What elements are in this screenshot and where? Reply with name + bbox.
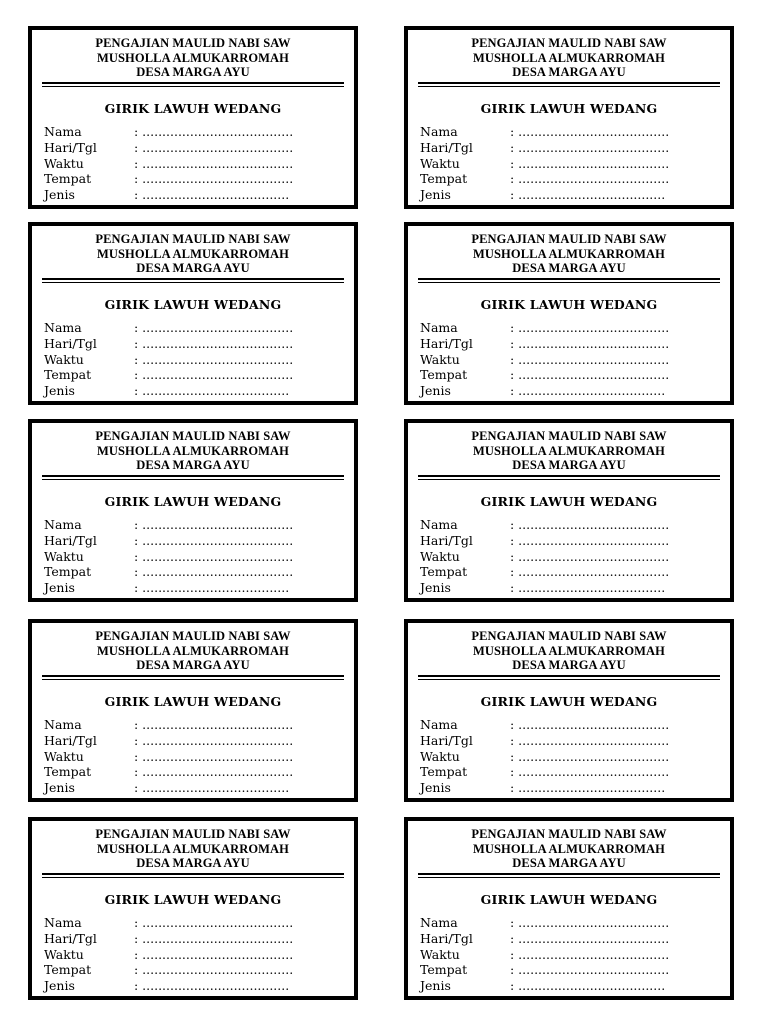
- field-label: Tempat: [420, 764, 468, 780]
- field-tempat: [420, 564, 720, 580]
- field-label: Nama: [44, 915, 82, 930]
- header-divider-thin: [418, 86, 720, 87]
- field-nama: [44, 320, 344, 336]
- field-blank: : ......................................: [134, 171, 294, 187]
- field-jenis: [44, 383, 344, 399]
- field-jenis: [420, 187, 720, 203]
- field-jenis: [420, 383, 720, 399]
- field-label: Jenis: [44, 187, 75, 203]
- field-blank: : ......................................: [134, 930, 294, 946]
- field-nama: [44, 517, 344, 533]
- field-blank: : ......................................: [134, 717, 294, 732]
- field-nama: [420, 717, 720, 733]
- field-nama: [420, 124, 720, 140]
- field-waktu: [420, 352, 720, 368]
- field-blank: : ......................................: [134, 517, 294, 532]
- ticket-title: GIRIK LAWUH WEDANG: [480, 892, 658, 907]
- header-line-village: DESA MARGA AYU: [512, 458, 626, 472]
- header-divider-thin: [42, 86, 344, 87]
- field-blank: : ......................................: [134, 367, 294, 383]
- ticket-card: [28, 419, 358, 602]
- field-label: Jenis: [420, 780, 451, 796]
- header-divider-thin: [42, 479, 344, 480]
- field-jenis: [420, 780, 720, 796]
- field-label: Nama: [420, 320, 458, 335]
- field-label: Tempat: [420, 962, 468, 978]
- field-label: Waktu: [420, 748, 460, 764]
- field-tempat: [44, 367, 344, 383]
- field-blank: : .....................................: [134, 187, 290, 203]
- field-blank: : .....................................: [510, 383, 666, 399]
- header-line-event: PENGAJIAN MAULID NABI SAW: [471, 827, 667, 841]
- field-label: Jenis: [44, 780, 75, 796]
- header-line-musholla: MUSHOLLA ALMUKARROMAH: [96, 50, 290, 65]
- ticket-header: [408, 30, 730, 80]
- header-line-event: PENGAJIAN MAULID NABI SAW: [95, 429, 291, 443]
- field-blank: : ......................................: [510, 930, 670, 946]
- field-label: Jenis: [420, 187, 451, 203]
- field-nama: [44, 124, 344, 140]
- header-line-village: DESA MARGA AYU: [512, 261, 626, 275]
- field-label: Jenis: [44, 978, 75, 994]
- ticket-title: GIRIK LAWUH WEDANG: [480, 694, 658, 709]
- field-label: Hari/Tgl: [44, 139, 97, 155]
- field-label: Nama: [420, 717, 458, 732]
- header-divider-thick: [418, 82, 720, 84]
- ticket-fields: [420, 915, 720, 994]
- field-nama: [44, 717, 344, 733]
- header-line-village: DESA MARGA AYU: [136, 261, 250, 275]
- ticket-header: [32, 30, 354, 80]
- header-divider-thick: [418, 873, 720, 875]
- ticket-fields: [44, 517, 344, 596]
- header-line-event: PENGAJIAN MAULID NABI SAW: [471, 232, 667, 246]
- ticket-card: [28, 817, 358, 1000]
- field-tempat: [420, 962, 720, 978]
- field-label: Jenis: [420, 383, 451, 399]
- ticket-fields: [44, 320, 344, 399]
- field-nama: [420, 320, 720, 336]
- field-blank: : ......................................: [134, 532, 294, 548]
- field-label: Waktu: [420, 946, 460, 962]
- header-divider-thin: [42, 877, 344, 878]
- field-label: Nama: [420, 124, 458, 139]
- field-label: Nama: [44, 517, 82, 532]
- ticket-card: [404, 619, 734, 802]
- field-label: Waktu: [44, 946, 84, 962]
- header-divider-thick: [42, 475, 344, 477]
- field-blank: : ......................................: [134, 564, 294, 580]
- field-label: Hari/Tgl: [420, 139, 473, 155]
- header-line-event: PENGAJIAN MAULID NABI SAW: [95, 232, 291, 246]
- field-blank: : ......................................: [510, 564, 670, 580]
- field-blank: : .....................................: [134, 978, 290, 994]
- field-tempat: [420, 171, 720, 187]
- field-label: Waktu: [44, 351, 84, 367]
- field-blank: : ......................................: [510, 335, 670, 351]
- field-waktu: [420, 549, 720, 565]
- field-blank: : ......................................: [134, 946, 294, 962]
- field-label: Hari/Tgl: [44, 532, 97, 548]
- field-tempat: [44, 764, 344, 780]
- ticket-fields: [420, 717, 720, 796]
- field-label: Hari/Tgl: [420, 930, 473, 946]
- field-waktu: [44, 549, 344, 565]
- field-blank: : ......................................: [510, 139, 670, 155]
- field-label: Jenis: [44, 580, 75, 596]
- header-divider-thick: [42, 675, 344, 677]
- field-label: Tempat: [44, 764, 92, 780]
- field-hari-tgl: [420, 140, 720, 156]
- ticket-header: [32, 623, 354, 673]
- ticket-header: [408, 623, 730, 673]
- ticket-title: GIRIK LAWUH WEDANG: [480, 494, 658, 509]
- field-blank: : ......................................: [510, 946, 670, 962]
- header-line-musholla: MUSHOLLA ALMUKARROMAH: [472, 50, 666, 65]
- ticket-card: [404, 817, 734, 1000]
- field-waktu: [44, 352, 344, 368]
- field-tempat: [420, 764, 720, 780]
- ticket-title: GIRIK LAWUH WEDANG: [480, 101, 658, 116]
- field-blank: : .....................................: [134, 383, 290, 399]
- ticket-header: [408, 226, 730, 276]
- field-blank: : ......................................: [510, 717, 670, 732]
- field-blank: : ......................................: [134, 155, 294, 171]
- ticket-card: [404, 419, 734, 602]
- header-line-village: DESA MARGA AYU: [136, 856, 250, 870]
- field-waktu: [44, 749, 344, 765]
- ticket-header: [32, 821, 354, 871]
- field-blank: : .....................................: [510, 978, 666, 994]
- ticket-card: [28, 619, 358, 802]
- field-waktu: [420, 947, 720, 963]
- field-waktu: [420, 749, 720, 765]
- header-divider-thick: [418, 675, 720, 677]
- header-line-musholla: MUSHOLLA ALMUKARROMAH: [96, 841, 290, 856]
- field-blank: : ......................................: [510, 517, 670, 532]
- header-line-village: DESA MARGA AYU: [136, 658, 250, 672]
- field-label: Tempat: [44, 962, 92, 978]
- header-line-village: DESA MARGA AYU: [512, 856, 626, 870]
- field-label: Tempat: [44, 564, 92, 580]
- field-tempat: [420, 367, 720, 383]
- field-label: Nama: [44, 320, 82, 335]
- field-label: Waktu: [44, 155, 84, 171]
- field-label: Tempat: [420, 564, 468, 580]
- ticket-title: GIRIK LAWUH WEDANG: [480, 297, 658, 312]
- field-label: Waktu: [420, 351, 460, 367]
- field-blank: : ......................................: [510, 320, 670, 335]
- field-nama: [420, 517, 720, 533]
- field-hari-tgl: [44, 931, 344, 947]
- field-tempat: [44, 171, 344, 187]
- field-blank: : ......................................: [134, 124, 294, 139]
- field-blank: : ......................................: [510, 532, 670, 548]
- field-waktu: [420, 156, 720, 172]
- header-line-musholla: MUSHOLLA ALMUKARROMAH: [96, 643, 290, 658]
- field-blank: : ......................................: [134, 748, 294, 764]
- field-blank: : .....................................: [134, 580, 290, 596]
- field-label: Waktu: [420, 155, 460, 171]
- ticket-card: [28, 26, 358, 209]
- field-label: Tempat: [44, 171, 92, 187]
- header-divider-thin: [418, 877, 720, 878]
- field-jenis: [44, 187, 344, 203]
- header-line-village: DESA MARGA AYU: [136, 65, 250, 79]
- header-divider-thin: [418, 282, 720, 283]
- field-blank: : ......................................: [510, 351, 670, 367]
- ticket-card: [404, 26, 734, 209]
- field-blank: : ......................................: [134, 732, 294, 748]
- ticket-header: [32, 226, 354, 276]
- ticket-title: GIRIK LAWUH WEDANG: [104, 694, 282, 709]
- field-label: Tempat: [44, 367, 92, 383]
- ticket-header: [408, 821, 730, 871]
- ticket-title: GIRIK LAWUH WEDANG: [104, 494, 282, 509]
- header-line-musholla: MUSHOLLA ALMUKARROMAH: [472, 443, 666, 458]
- header-line-musholla: MUSHOLLA ALMUKARROMAH: [96, 443, 290, 458]
- field-label: Nama: [44, 717, 82, 732]
- field-blank: : ......................................: [510, 748, 670, 764]
- field-jenis: [420, 580, 720, 596]
- ticket-fields: [420, 517, 720, 596]
- field-blank: : ......................................: [134, 548, 294, 564]
- header-line-village: DESA MARGA AYU: [512, 65, 626, 79]
- field-hari-tgl: [44, 140, 344, 156]
- field-blank: : ......................................: [510, 962, 670, 978]
- header-divider-thin: [418, 479, 720, 480]
- field-blank: : ......................................: [134, 915, 294, 930]
- header-divider-thin: [42, 679, 344, 680]
- field-blank: : .....................................: [510, 187, 666, 203]
- field-tempat: [44, 962, 344, 978]
- header-line-event: PENGAJIAN MAULID NABI SAW: [471, 629, 667, 643]
- field-waktu: [44, 156, 344, 172]
- ticket-title: GIRIK LAWUH WEDANG: [104, 297, 282, 312]
- field-blank: : ......................................: [510, 155, 670, 171]
- field-label: Nama: [420, 915, 458, 930]
- field-hari-tgl: [44, 336, 344, 352]
- field-blank: : ......................................: [134, 335, 294, 351]
- field-blank: : .....................................: [510, 780, 666, 796]
- field-hari-tgl: [420, 533, 720, 549]
- field-hari-tgl: [420, 931, 720, 947]
- field-label: Waktu: [44, 748, 84, 764]
- field-label: Nama: [44, 124, 82, 139]
- field-blank: : ......................................: [510, 367, 670, 383]
- header-line-musholla: MUSHOLLA ALMUKARROMAH: [472, 643, 666, 658]
- header-divider-thick: [42, 278, 344, 280]
- field-blank: : ......................................: [510, 124, 670, 139]
- field-blank: : ......................................: [134, 962, 294, 978]
- field-blank: : ......................................: [510, 732, 670, 748]
- ticket-card: [28, 222, 358, 405]
- field-blank: : ......................................: [134, 351, 294, 367]
- field-label: Waktu: [420, 548, 460, 564]
- header-divider-thin: [418, 679, 720, 680]
- header-line-village: DESA MARGA AYU: [512, 658, 626, 672]
- field-blank: : ......................................: [510, 548, 670, 564]
- header-line-musholla: MUSHOLLA ALMUKARROMAH: [96, 246, 290, 261]
- ticket-fields: [44, 717, 344, 796]
- header-line-event: PENGAJIAN MAULID NABI SAW: [95, 36, 291, 50]
- ticket-title: GIRIK LAWUH WEDANG: [104, 101, 282, 116]
- field-label: Jenis: [44, 383, 75, 399]
- field-nama: [44, 915, 344, 931]
- field-blank: : .....................................: [134, 780, 290, 796]
- field-nama: [420, 915, 720, 931]
- header-divider-thick: [418, 475, 720, 477]
- ticket-fields: [420, 320, 720, 399]
- field-blank: : ......................................: [510, 171, 670, 187]
- field-label: Tempat: [420, 367, 468, 383]
- header-divider-thick: [42, 82, 344, 84]
- field-label: Hari/Tgl: [44, 732, 97, 748]
- field-jenis: [44, 978, 344, 994]
- field-blank: : ......................................: [134, 764, 294, 780]
- field-blank: : ......................................: [134, 320, 294, 335]
- field-blank: : .....................................: [510, 580, 666, 596]
- field-hari-tgl: [44, 733, 344, 749]
- ticket-fields: [420, 124, 720, 203]
- ticket-title: GIRIK LAWUH WEDANG: [104, 892, 282, 907]
- header-line-event: PENGAJIAN MAULID NABI SAW: [471, 36, 667, 50]
- field-label: Hari/Tgl: [44, 930, 97, 946]
- field-tempat: [44, 564, 344, 580]
- ticket-fields: [44, 124, 344, 203]
- field-label: Waktu: [44, 548, 84, 564]
- ticket-header: [408, 423, 730, 473]
- field-label: Hari/Tgl: [420, 532, 473, 548]
- field-blank: : ......................................: [510, 764, 670, 780]
- field-label: Hari/Tgl: [44, 335, 97, 351]
- header-line-event: PENGAJIAN MAULID NABI SAW: [471, 429, 667, 443]
- header-line-musholla: MUSHOLLA ALMUKARROMAH: [472, 246, 666, 261]
- field-label: Hari/Tgl: [420, 732, 473, 748]
- field-blank: : ......................................: [510, 915, 670, 930]
- field-hari-tgl: [44, 533, 344, 549]
- field-hari-tgl: [420, 733, 720, 749]
- header-divider-thick: [418, 278, 720, 280]
- field-jenis: [44, 580, 344, 596]
- header-divider-thin: [42, 282, 344, 283]
- header-line-village: DESA MARGA AYU: [136, 458, 250, 472]
- field-waktu: [44, 947, 344, 963]
- field-jenis: [44, 780, 344, 796]
- header-line-event: PENGAJIAN MAULID NABI SAW: [95, 827, 291, 841]
- field-label: Hari/Tgl: [420, 335, 473, 351]
- field-jenis: [420, 978, 720, 994]
- header-divider-thick: [42, 873, 344, 875]
- header-line-musholla: MUSHOLLA ALMUKARROMAH: [472, 841, 666, 856]
- ticket-card: [404, 222, 734, 405]
- field-hari-tgl: [420, 336, 720, 352]
- field-blank: : ......................................: [134, 139, 294, 155]
- field-label: Nama: [420, 517, 458, 532]
- header-line-event: PENGAJIAN MAULID NABI SAW: [95, 629, 291, 643]
- ticket-header: [32, 423, 354, 473]
- field-label: Jenis: [420, 580, 451, 596]
- field-label: Tempat: [420, 171, 468, 187]
- ticket-fields: [44, 915, 344, 994]
- field-label: Jenis: [420, 978, 451, 994]
